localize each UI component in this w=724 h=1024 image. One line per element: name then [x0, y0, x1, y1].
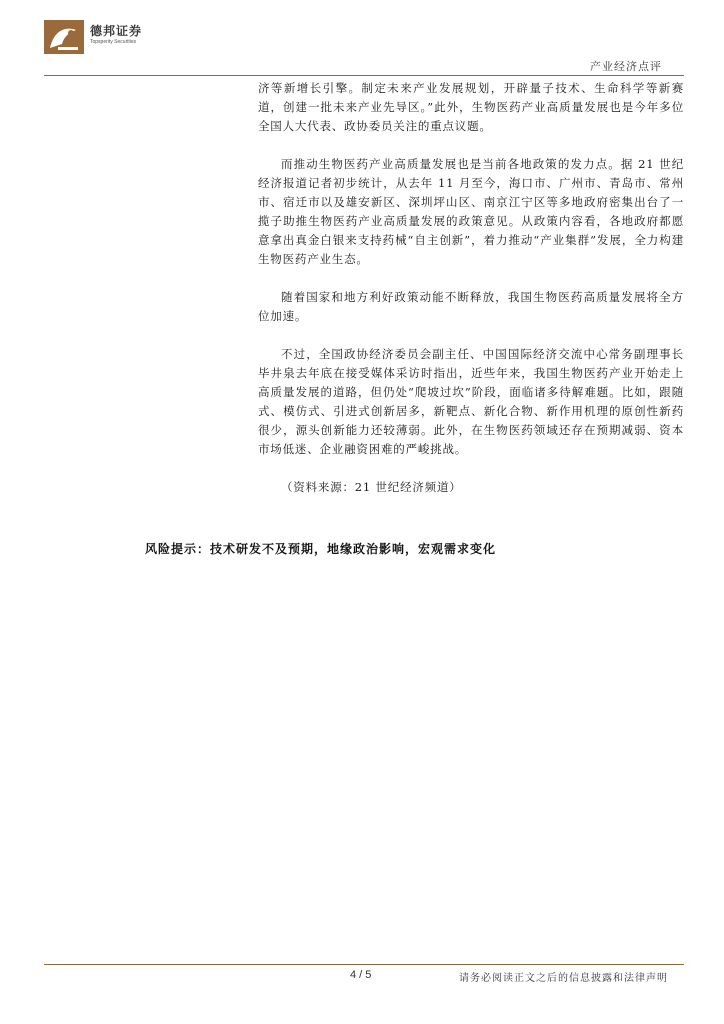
paragraph-4: 不过，全国政协经济委员会副主任、中国国际经济交流中心常务副理事长毕井泉去年底在接受媒体采访时指出，近些年来，我国生物医药产业开始走上高质量发展的道路，但仍处“爬坡过坎”阶段，面临诸多待解难题。比如，跟随式、模仿式、引进式创新居多，新靶点、新化合物、新作用机理的原创性新药很少，源头创新能力还较薄弱。此外，在生物医药领域还存在预期减弱、资本市场低迷、企业融资困难的严峻挑战。 — [258, 347, 684, 456]
article-body — [258, 79, 684, 516]
company-name-en: Topsperity Securities — [90, 39, 137, 45]
company-logo-icon — [44, 20, 84, 54]
source-note: （资料来源：21 世纪经济频道） — [281, 480, 462, 494]
paragraph-2: 而推动生物医药产业高质量发展也是当前各地政策的发力点。据 21 世纪经济报道记者初步统计，从去年 11 月至今，海口市、广州市、青岛市、常州市、宿迁市以及雄安新区、深圳坪山区、南京江宁区等多地政府密集出台了一揽子助推生物医药产业高质量发展的政策意见。从政策内容看，各地政府都愿意拿出真金白银来支持药械“自主创新”，着力推动“产业集群”发展，全力构建生物医药产业生态。 — [258, 157, 684, 266]
header-divider — [44, 75, 684, 76]
company-name-cn: 德邦证券 — [90, 24, 143, 38]
document-type: 产业经济点评 — [590, 60, 662, 73]
paragraph-3: 随着国家和地方利好政策动能不断释放，我国生物医药高质量发展将全方位加速。 — [258, 290, 684, 323]
paragraph-1: 济等新增长引擎。制定未来产业发展规划，开辟量子技术、生命科学等新赛道，创建一批未来产业先导区。”此外，生物医药产业高质量发展也是今年多位全国人大代表、政协委员关注的重点议题。 — [258, 81, 684, 133]
page-number: 4 / 5 — [350, 969, 372, 981]
disclaimer-text: 请务必阅读正文之后的信息披露和法律声明 — [459, 973, 668, 984]
risk-notice: 风险提示：技术研发不及预期，地缘政治影响，宏观需求变化 — [145, 542, 497, 556]
footer-divider — [44, 964, 684, 965]
